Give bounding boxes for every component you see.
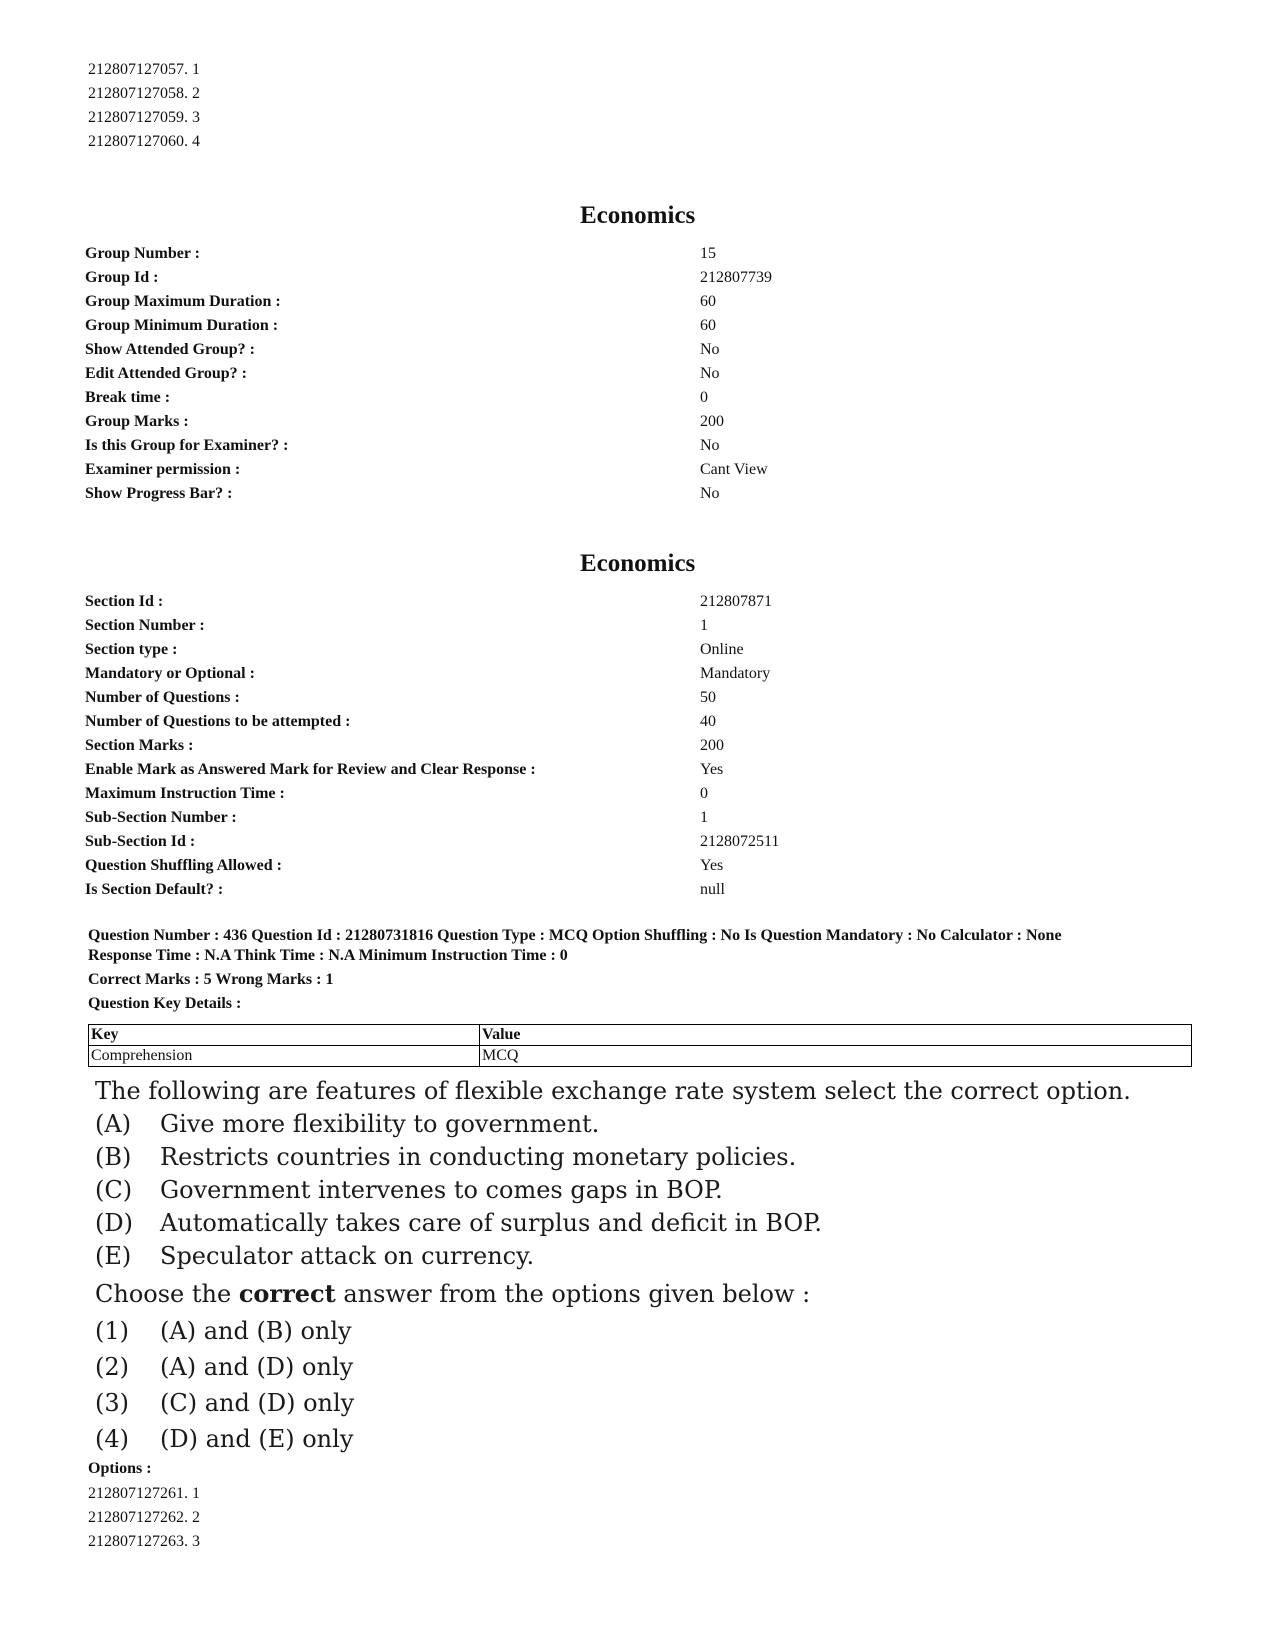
detail-key: Section Id : (85, 593, 164, 610)
statement-label: (D) (95, 1209, 133, 1237)
detail-value: 2128072511 (700, 833, 780, 850)
detail-key: Section type : (85, 641, 178, 658)
statement-text: Government intervenes to comes gaps in BOP. (160, 1176, 723, 1204)
detail-key: Group Minimum Duration : (85, 317, 279, 334)
table-row (89, 1046, 1192, 1067)
option-line: 212807127059. 3 (88, 109, 200, 126)
answer-choice (95, 1421, 1095, 1457)
table-header: Value (480, 1025, 1192, 1046)
detail-key: Break time : (85, 389, 171, 406)
statement-text: Give more flexibility to government. (160, 1110, 600, 1138)
detail-key: Sub-Section Number : (85, 809, 237, 826)
detail-row (85, 482, 1205, 506)
detail-value: 60 (700, 293, 716, 310)
choice-label: (4) (95, 1425, 129, 1453)
detail-key: Show Attended Group? : (85, 341, 255, 358)
choice-label: (3) (95, 1389, 129, 1417)
detail-row (85, 710, 1205, 734)
statement-item (95, 1207, 1095, 1240)
detail-key: Examiner permission : (85, 461, 241, 478)
statement-text: Speculator attack on currency. (160, 1242, 535, 1270)
detail-row (85, 290, 1205, 314)
detail-value: 200 (700, 737, 724, 754)
detail-value: null (700, 881, 725, 898)
detail-key: Enable Mark as Answered Mark for Review and Clear Response : (85, 761, 536, 778)
detail-row (85, 614, 1205, 638)
choice-text: (D) and (E) only (160, 1425, 354, 1453)
detail-value: 60 (700, 317, 716, 334)
detail-value: Cant View (700, 461, 768, 478)
statement-text: Automatically takes care of surplus and deficit in BOP. (160, 1209, 823, 1237)
detail-row (85, 854, 1205, 878)
detail-key: Group Number : (85, 245, 200, 262)
marks-line: Correct Marks : 5 Wrong Marks : 1 (88, 971, 334, 988)
detail-key: Section Marks : (85, 737, 194, 754)
detail-value: 0 (700, 389, 708, 406)
detail-key: Number of Questions to be attempted : (85, 713, 351, 730)
answer-choice (95, 1349, 1095, 1385)
detail-value: Mandatory (700, 665, 771, 682)
choice-label: (1) (95, 1317, 129, 1345)
statement-item (95, 1240, 1095, 1273)
statement-text: Restricts countries in conducting monetary policies. (160, 1143, 797, 1171)
detail-value: 40 (700, 713, 716, 730)
choose-bold: correct (238, 1279, 336, 1308)
question-meta-line: Response Time : N.A Think Time : N.A Minimum Instruction Time : 0 (88, 947, 568, 964)
detail-row (85, 878, 1205, 902)
detail-key: Maximum Instruction Time : (85, 785, 285, 802)
question-meta (88, 926, 1198, 1014)
detail-key: Question Shuffling Allowed : (85, 857, 282, 874)
detail-value: 15 (700, 245, 716, 262)
statement-item (95, 1108, 1095, 1141)
choice-label: (2) (95, 1353, 129, 1381)
detail-row (85, 662, 1205, 686)
detail-key: Is this Group for Examiner? : (85, 437, 289, 454)
detail-value: 200 (700, 413, 724, 430)
statement-label: (C) (95, 1176, 133, 1204)
option-line: 212807127263. 3 (88, 1533, 200, 1550)
section-details (85, 590, 1205, 902)
detail-row (85, 806, 1205, 830)
option-line: 212807127058. 2 (88, 85, 200, 102)
detail-row (85, 266, 1205, 290)
detail-row (85, 386, 1205, 410)
detail-value: 212807739 (700, 269, 772, 286)
options-label: Options : (88, 1460, 152, 1477)
question-key-table (88, 1024, 1192, 1067)
detail-value: Yes (700, 761, 724, 778)
choose-instruction (95, 1275, 1095, 1313)
detail-row (85, 830, 1205, 854)
detail-row (85, 242, 1205, 266)
statement-label: (E) (95, 1242, 132, 1270)
table-header: Key (89, 1025, 480, 1046)
table-header-row (89, 1025, 1192, 1046)
detail-key: Group Id : (85, 269, 159, 286)
option-line: 212807127060. 4 (88, 133, 200, 150)
previous-question-options (88, 58, 200, 154)
statement-label: (B) (95, 1143, 132, 1171)
option-line: 212807127057. 1 (88, 61, 200, 78)
detail-key: Mandatory or Optional : (85, 665, 255, 682)
detail-row (85, 410, 1205, 434)
question-stem: The following are features of flexible exchange rate system select the correct option. (95, 1077, 1131, 1105)
detail-row (85, 758, 1205, 782)
statement-label: (A) (95, 1110, 132, 1138)
detail-value: Online (700, 641, 744, 658)
answer-choice (95, 1313, 1095, 1349)
detail-row (85, 434, 1205, 458)
statement-item (95, 1174, 1095, 1207)
detail-key: Group Marks : (85, 413, 189, 430)
detail-row (85, 338, 1205, 362)
key-details-label: Question Key Details : (88, 995, 242, 1012)
option-line: 212807127261. 1 (88, 1485, 200, 1502)
detail-row (85, 314, 1205, 338)
question-body (95, 1074, 1131, 1457)
statement-item (95, 1141, 1095, 1174)
detail-key: Section Number : (85, 617, 205, 634)
detail-row (85, 590, 1205, 614)
detail-row (85, 458, 1205, 482)
choice-text: (A) and (D) only (160, 1353, 354, 1381)
detail-value: 1 (700, 809, 708, 826)
answer-choice (95, 1385, 1095, 1421)
choice-text: (A) and (B) only (160, 1317, 352, 1345)
detail-value: No (700, 341, 720, 358)
detail-key: Is Section Default? : (85, 881, 224, 898)
detail-key: Number of Questions : (85, 689, 240, 706)
detail-row (85, 362, 1205, 386)
section-heading: Economics (580, 550, 696, 577)
table-cell: MCQ (480, 1046, 1192, 1067)
detail-row (85, 782, 1205, 806)
choice-text: (C) and (D) only (160, 1389, 355, 1417)
detail-value: 212807871 (700, 593, 772, 610)
detail-row (85, 638, 1205, 662)
detail-value: 1 (700, 617, 708, 634)
choose-suffix: answer from the options given below : (343, 1280, 811, 1308)
detail-key: Show Progress Bar? : (85, 485, 233, 502)
detail-row (85, 734, 1205, 758)
detail-value: No (700, 437, 720, 454)
detail-key: Edit Attended Group? : (85, 365, 247, 382)
detail-value: Yes (700, 857, 724, 874)
detail-value: No (700, 485, 720, 502)
table-cell: Comprehension (89, 1046, 480, 1067)
group-details (85, 242, 1205, 506)
question-meta-line: Question Number : 436 Question Id : 21280731816 Question Type : MCQ Option Shuffling : No Is Question Mandatory : No Calculator : None (88, 927, 1062, 944)
question-options (88, 1482, 200, 1554)
detail-key: Sub-Section Id : (85, 833, 196, 850)
group-heading: Economics (580, 202, 696, 229)
detail-key: Group Maximum Duration : (85, 293, 281, 310)
detail-value: 0 (700, 785, 708, 802)
detail-value: No (700, 365, 720, 382)
detail-row (85, 686, 1205, 710)
choose-prefix: Choose the (95, 1280, 232, 1308)
detail-value: 50 (700, 689, 716, 706)
option-line: 212807127262. 2 (88, 1509, 200, 1526)
